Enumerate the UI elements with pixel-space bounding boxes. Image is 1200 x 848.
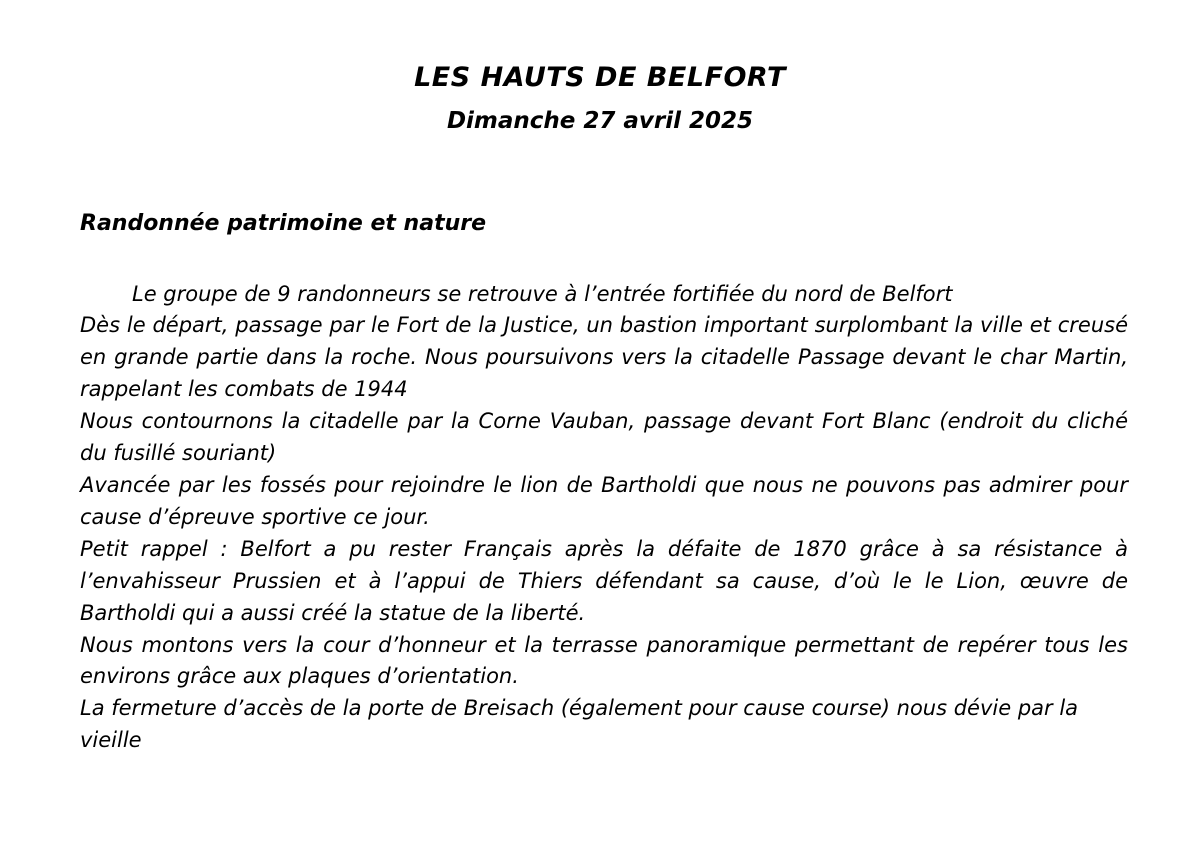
page-subtitle: Dimanche 27 avril 2025: [446, 108, 754, 135]
paragraph: La fermeture d’accès de la porte de Breisach (également pour cause course) nous dévie par la vieille: [80, 696, 1079, 753]
paragraph: Dès le départ, passage par le Fort de la Justice, un bastion important surplombant la ville et creusé en grande partie dans la roche. Nous poursuivons vers la citadelle Passage devant le char Martin, rappelant les combats de 1944: [80, 313, 1128, 402]
body-text: [72, 239, 1128, 758]
paragraph: Nous contournons la citadelle par la Corne Vauban, passage devant Fort Blanc (endroit du cliché du fusillé souriant): [80, 409, 1128, 466]
paragraph: Le groupe de 9 randonneurs se retrouve à l’entrée fortifiée du nord de Belfort: [132, 281, 953, 306]
page-title: LES HAUTS DE BELFORT: [414, 62, 786, 93]
paragraph: Petit rappel : Belfort a pu rester Français après la défaite de 1870 grâce à sa résistance à l’envahisseur Prussien et à l’appui de Thiers défendant sa cause, d’où le le Lion, œuvre de Bartholdi qui a aussi créé la statue de la liberté.: [80, 536, 1128, 625]
paragraph: Avancée par les fossés pour rejoindre le lion de Bartholdi que nous ne pouvons pas admirer pour cause d’épreuve sportive ce jour.: [80, 473, 1128, 529]
section-heading: Randonnée patrimoine et nature: [80, 210, 487, 236]
paragraph: Nous montons vers la cour d’honneur et la terrasse panoramique permettant de repérer tous les environs grâce aux plaques d’orientation.: [80, 632, 1128, 689]
